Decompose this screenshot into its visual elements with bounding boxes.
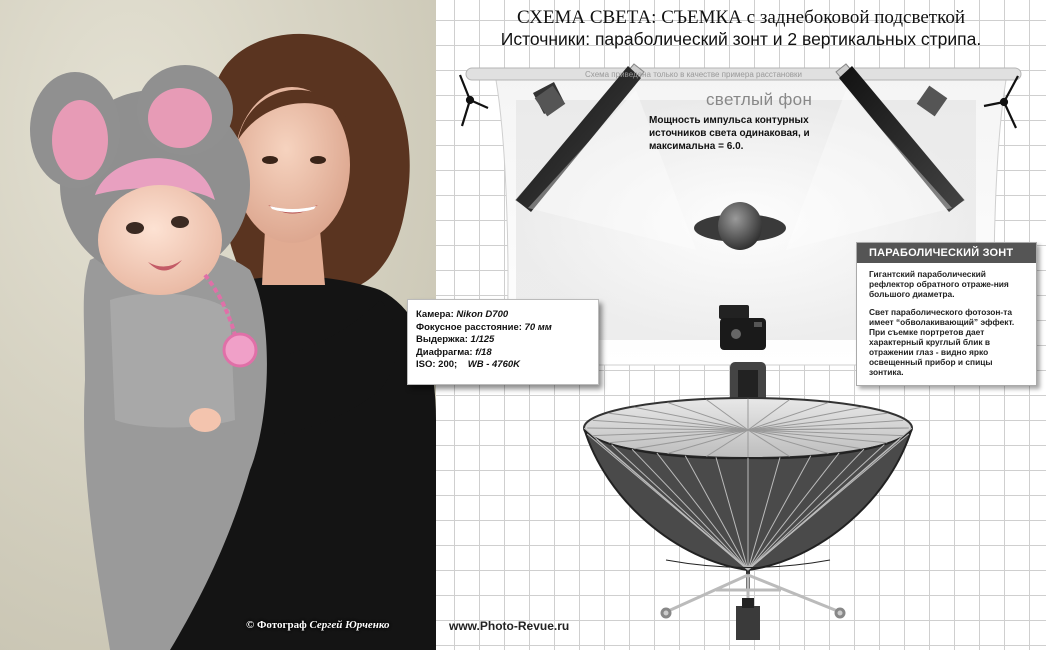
faint-note: Схема приведена только в качестве примера расстановки xyxy=(585,70,803,79)
shutter-row: Выдержка: 1/125 xyxy=(416,334,495,345)
aperture-row: Диафрагма: f/18 xyxy=(416,346,492,358)
background-label: светлый фон xyxy=(706,90,813,109)
infobox-paragraph-2: Свет параболического фотозон-та имеет “обволакивающий” эффект. При съемке портретов дает характерный круглый блик в отражении глаз - видно ярко освещенный прибор и спицы зонтика. xyxy=(869,307,1015,377)
parabolic-umbrella-infobox xyxy=(856,242,1037,386)
infobox-title: ПАРАБОЛИЧЕСКИЙ ЗОНТ xyxy=(857,243,1036,263)
power-note: Мощность импульса контурных источников света одинаковая, и максимальна = 6.0. xyxy=(649,115,810,152)
infobox-paragraph-1: Гигантский параболический рефлектор обратного отраже-ния большого диаметра. xyxy=(869,269,1009,299)
focal-row: Фокусное расстояние: 70 мм xyxy=(416,321,552,333)
camera-settings-box xyxy=(407,299,599,385)
diagram-subtitle: Источники: параболический зонт и 2 вертикальных стрипа. xyxy=(500,29,982,49)
portrait-photo xyxy=(0,0,436,650)
iso-row: ISO: 200; WB - 4760K xyxy=(416,359,521,370)
diagram-title: СХЕМА СВЕТА: СЪЕМКА с заднебоковой подсветкой xyxy=(516,7,966,28)
camera-row: Камера: Nikon D700 xyxy=(416,309,509,320)
parabolic-umbrella-icon xyxy=(584,398,912,570)
photographer-credit: © Фотограф Сергей Юрченко xyxy=(246,619,390,631)
website-link[interactable]: www.Photo-Revue.ru xyxy=(449,619,570,633)
light-stand-tripod-icon xyxy=(460,75,488,126)
